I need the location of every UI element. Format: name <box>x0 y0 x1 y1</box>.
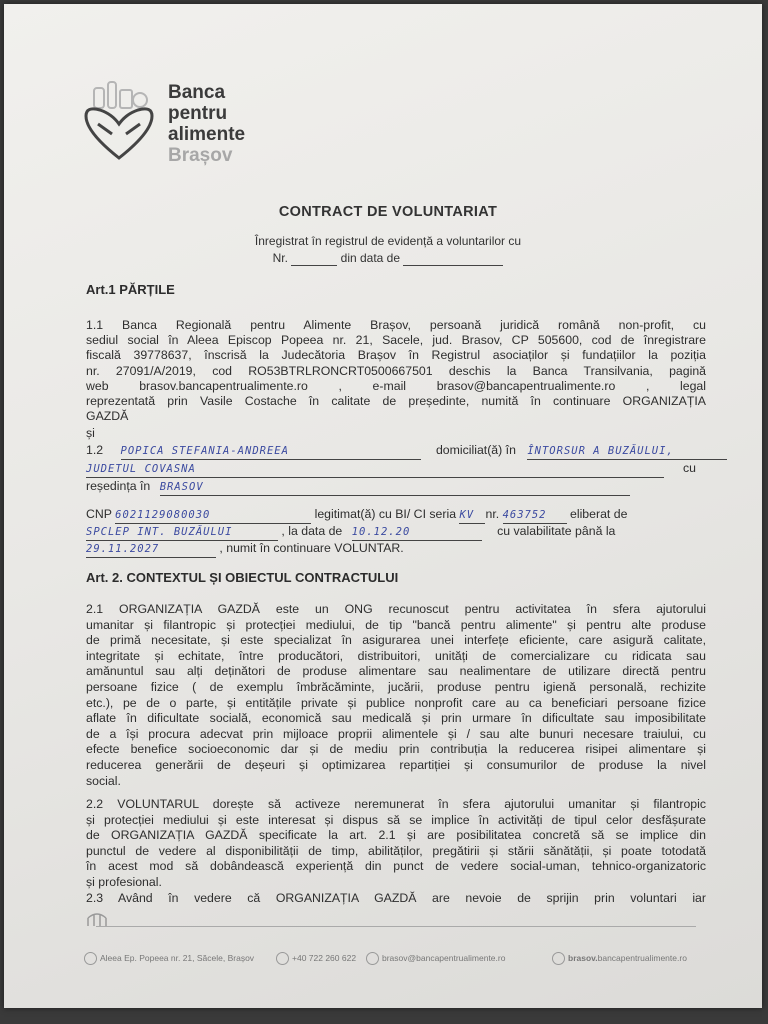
logo-line: alimente <box>168 124 246 145</box>
paragraph-line: etc.), pe de o parte, și entitățile private și publice nonprofit care au ca beneficiari persoane fizice <box>86 695 706 710</box>
heart-hands-icon <box>80 80 158 166</box>
registry-nr-blank <box>291 251 337 266</box>
paragraph-line: GAZDĂ <box>86 409 129 424</box>
valid-until: 29.11.2027 <box>86 541 216 558</box>
paragraph-line: reprezentată prin Vasile Costache în calitate de președinte, numită în continuare ORGANIZAȚIA <box>86 394 706 408</box>
volunteer-county: JUDETUL COVASNA <box>86 461 664 478</box>
issuer-line <box>86 523 706 541</box>
domicile-label: domiciliat(ă) în <box>435 443 516 457</box>
organization-logo <box>80 78 280 174</box>
paragraph-line: 1.1 Banca Regională pentru Alimente Brașov, persoană juridică română non-profit, cu <box>86 318 706 332</box>
logo-wordmark <box>168 82 245 166</box>
id-nr-label: nr. <box>485 507 500 521</box>
paragraph-line: de a își procura adecvat prin mijloace proprii alimentele și / sau alte bunuri necesare traiului, cu <box>86 726 706 741</box>
paragraph-line: fiscală 39778637, înscrisă la Judecătoria Brașov în Registrul asociaților și fundațiilor la poziția <box>86 348 706 363</box>
paragraph-line: sediul social în Aleea Episcop Popeea nr. 21, Sacele, jud. Brasov, CP 505600, cod de înregistrare <box>86 333 706 348</box>
paragraph-line: social. <box>86 773 121 788</box>
contract-page <box>4 4 762 1008</box>
paragraph-line: amănuntul sau alți deținători de produse alimentare sau nealimentare de utilizare directă pentru <box>86 664 706 679</box>
paragraph-line: punctul de vedere al disponibilității de timp, abilităților, pregătirii și stării sănătății, și poate totodată <box>86 843 706 858</box>
paragraph-line: nr. 27091/A/2019, cod RO53BTRLRONCRT0500667501 deschis la Banca Transilvania, pagină <box>86 363 706 378</box>
footer-divider <box>96 926 696 927</box>
county-line <box>86 460 706 478</box>
validity-line <box>86 540 706 558</box>
clause-number: 1.2 <box>86 443 104 457</box>
paragraph-line: de primă necesitate, și este specializat în asigurarea unei interfețe eficiente, care asigură calitate, <box>86 633 706 648</box>
cu-text: cu <box>683 461 696 475</box>
globe-icon <box>552 952 565 965</box>
id-issuer: SPCLEP INT. BUZĂULUI <box>86 524 278 541</box>
paragraph-line: și protecției mediului și este interesat și dispus să se implice în activități de tipul celor desfășurate <box>86 812 706 827</box>
issued-label: eliberat de <box>570 507 628 521</box>
valid-label: cu valabilitate până la <box>497 524 616 538</box>
paragraph-line: persoane fizice ( de exemplu îmbrăcăminte, jucării, produse pentru igienă personală, rechizite <box>86 680 706 694</box>
paragraph-line: aflate în dificultate socială, economică sau medicală și prin urmare în dificultate sau imposibilitate <box>86 711 706 726</box>
registry-nr-label: Nr. <box>272 251 288 265</box>
logo-line: pentru <box>168 103 228 124</box>
si-text: și <box>86 426 95 440</box>
logo-city: Brașov <box>168 145 233 166</box>
paragraph-2-3: 2.3 Având în vedere că ORGANIZAȚIA GAZDĂ are nevoie de sprijin prin voluntari iar <box>86 891 706 905</box>
cnp-label: CNP <box>86 507 112 521</box>
paragraph-line: reducerea generării de deșeuri și optimizarea repartiției și consumurilor de produse la nivel <box>86 758 706 772</box>
email-icon <box>366 952 379 965</box>
issue-date: 10.12.20 <box>352 524 482 541</box>
residence-line <box>86 478 706 496</box>
paragraph-line: 2.1 ORGANIZAȚIA GAZDĂ este un ONG recunoscut pentru activitatea în sfera ajutorului <box>86 602 706 616</box>
registry-number-line <box>4 251 762 266</box>
volunteer-domicile: ÎNTORSUR A BUZĂULUI, <box>527 443 727 460</box>
id-number: 463752 <box>503 507 567 524</box>
volunteer-designation: , numit în continuare VOLUNTAR. <box>219 541 404 555</box>
id-series: KV <box>459 507 485 524</box>
paragraph-line: 2.2 VOLUNTARUL dorește să activeze neremunerat în sfera ajutorului umanitar și filantropic <box>86 797 706 811</box>
art1-heading: Art.1 PĂRȚILE <box>86 282 175 297</box>
volunteer-cnp: 6021129080030 <box>115 507 311 524</box>
phone-icon <box>276 952 289 965</box>
id-line <box>86 506 706 524</box>
residence-label: reședința în <box>86 479 151 493</box>
paragraph-line: efecte benefice socioeconomic dar și de mediu prin contribuția la reducerea risipei alimentare și <box>86 742 706 757</box>
id-label: legitimat(ă) cu BI/ CI seria <box>314 507 457 521</box>
web-text-bold: brasov. <box>568 952 598 963</box>
footer-address <box>84 952 254 965</box>
paragraph-line: și profesional. <box>86 875 162 889</box>
paragraph-line: de ORGANIZAȚIA GAZDĂ specificate la art. 2.1 și are posibilitatea concretă să se implice din <box>86 828 706 843</box>
issue-date-label: , la data de <box>281 524 343 538</box>
web-text: bancapentrualimente.ro <box>597 952 687 963</box>
email-text: brasov@bancapentrualimente.ro <box>382 952 506 963</box>
address-text: Aleea Ep. Popeea nr. 21, Săcele, Brașov <box>100 952 255 963</box>
volunteer-residence: BRASOV <box>160 479 630 496</box>
logo-line: Banca <box>168 82 226 103</box>
footer-phone <box>276 952 356 965</box>
paragraph-line: umanitar și filantropic și protecției mediului, de tip "bancă pentru alimente" și pentru alte produse <box>86 617 706 632</box>
paragraph-line: integritate și echitate, între producători, distribuitori, unități de comercializare cu ridicata sau <box>86 648 706 663</box>
document-title: CONTRACT DE VOLUNTARIAT <box>278 204 498 220</box>
art2-heading: Art. 2. CONTEXTUL ȘI OBIECTUL CONTRACTULUI <box>86 570 399 585</box>
paragraph-line: în acest mod să dobândească experiență din punct de vedere social-uman, tehnico-organizatoric <box>86 859 706 874</box>
party-name-line <box>86 442 706 460</box>
volunteer-name: POPICA STEFANIA-ANDREEA <box>121 443 421 460</box>
footer-web <box>552 952 687 965</box>
location-pin-icon <box>84 952 97 965</box>
registry-date-blank <box>403 251 503 266</box>
footer-email <box>366 952 505 965</box>
registry-line: Înregistrat în registrul de evidență a voluntarilor cu <box>254 234 522 248</box>
phone-text: +40 722 260 622 <box>292 952 357 963</box>
paragraph-line: web brasov.bancapentrualimente.ro , e-mail brasov@bancapentrualimente.ro , legal <box>86 378 706 393</box>
registry-date-label: din data de <box>340 251 401 265</box>
